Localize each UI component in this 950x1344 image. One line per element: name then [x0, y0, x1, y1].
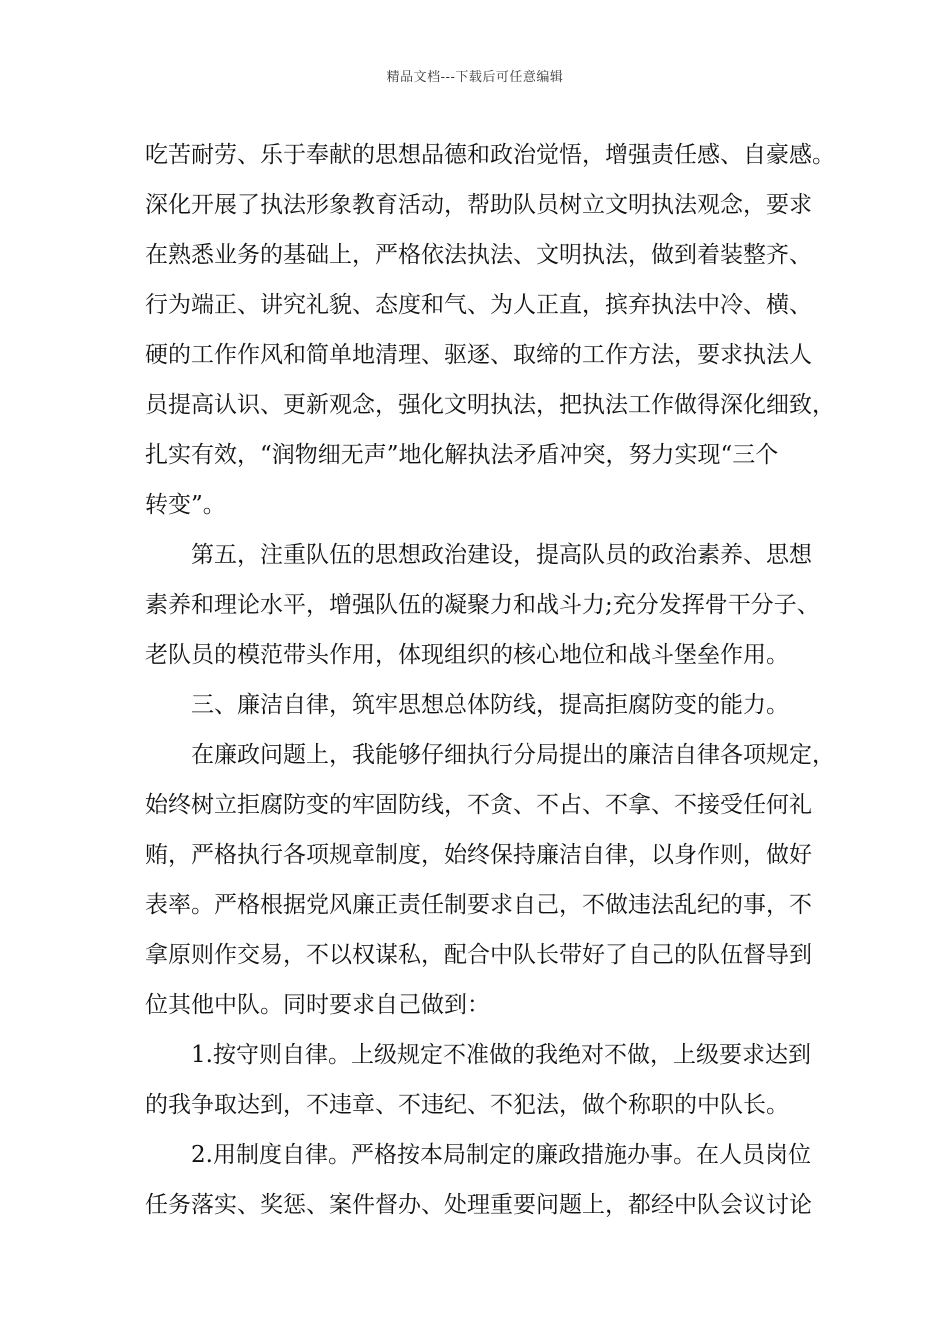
list-item: 2.用制度自律。严格按本局制定的廉政措施办事。在人员岗位 [191, 1142, 811, 1168]
text-line: 表率。严格根据党风廉正责任制要求自己，不做违法乱纪的事，不 [145, 892, 812, 918]
text-line: 老队员的模范带头作用，体现组织的核心地位和战斗堡垒作用。 [145, 642, 789, 668]
text-line: 转变”。 [145, 492, 226, 518]
text-line: 在熟悉业务的基础上，严格依法执法、文明执法，做到着装整齐、 [145, 242, 812, 268]
text-line: 深化开展了执法形象教育活动，帮助队员树立文明执法观念，要求 [145, 192, 812, 218]
text-line: 位其他中队。同时要求自己做到： [145, 992, 490, 1018]
text-line: 吃苦耐劳、乐于奉献的思想品德和政治觉悟，增强责任感、自豪感。 [145, 142, 835, 168]
section-heading: 三、廉洁自律，筑牢思想总体防线，提高拒腐防变的能力。 [191, 692, 789, 718]
text-line: 硬的工作作风和简单地清理、驱逐、取缔的工作方法，要求执法人 [145, 342, 812, 368]
text-line: 在廉政问题上，我能够仔细执行分局提出的廉洁自律各项规定， [191, 742, 835, 768]
text-line: 素养和理论水平，增强队伍的凝聚力和战斗力;充分发挥骨干分子、 [145, 592, 820, 618]
text-line: 始终树立拒腐防变的牢固防线，不贪、不占、不拿、不接受任何礼 [145, 792, 812, 818]
text-line: 员提高认识、更新观念，强化文明执法，把执法工作做得深化细致， [145, 392, 835, 418]
text-line: 任务落实、奖惩、案件督办、处理重要问题上，都经中队会议讨论 [145, 1192, 812, 1218]
text-line: 行为端正、讲究礼貌、态度和气、为人正直，摈弃执法中冷、横、 [145, 292, 812, 318]
text-line: 贿，严格执行各项规章制度，始终保持廉洁自律，以身作则，做好 [145, 842, 812, 868]
page-header: 精品文档---下载后可任意编辑 [386, 70, 564, 85]
document-body [145, 130, 835, 1230]
text-line: 扎实有效，“润物细无声”地化解执法矛盾冲突，努力实现“三个 [145, 442, 779, 468]
text-line: 拿原则作交易，不以权谋私，配合中队长带好了自己的队伍督导到 [145, 942, 812, 968]
list-item: 1.按守则自律。上级规定不准做的我绝对不做，上级要求达到 [191, 1042, 811, 1068]
text-line: 的我争取达到，不违章、不违纪、不犯法，做个称职的中队长。 [145, 1092, 789, 1118]
text-line: 第五，注重队伍的思想政治建设，提高队员的政治素养、思想 [191, 542, 812, 568]
